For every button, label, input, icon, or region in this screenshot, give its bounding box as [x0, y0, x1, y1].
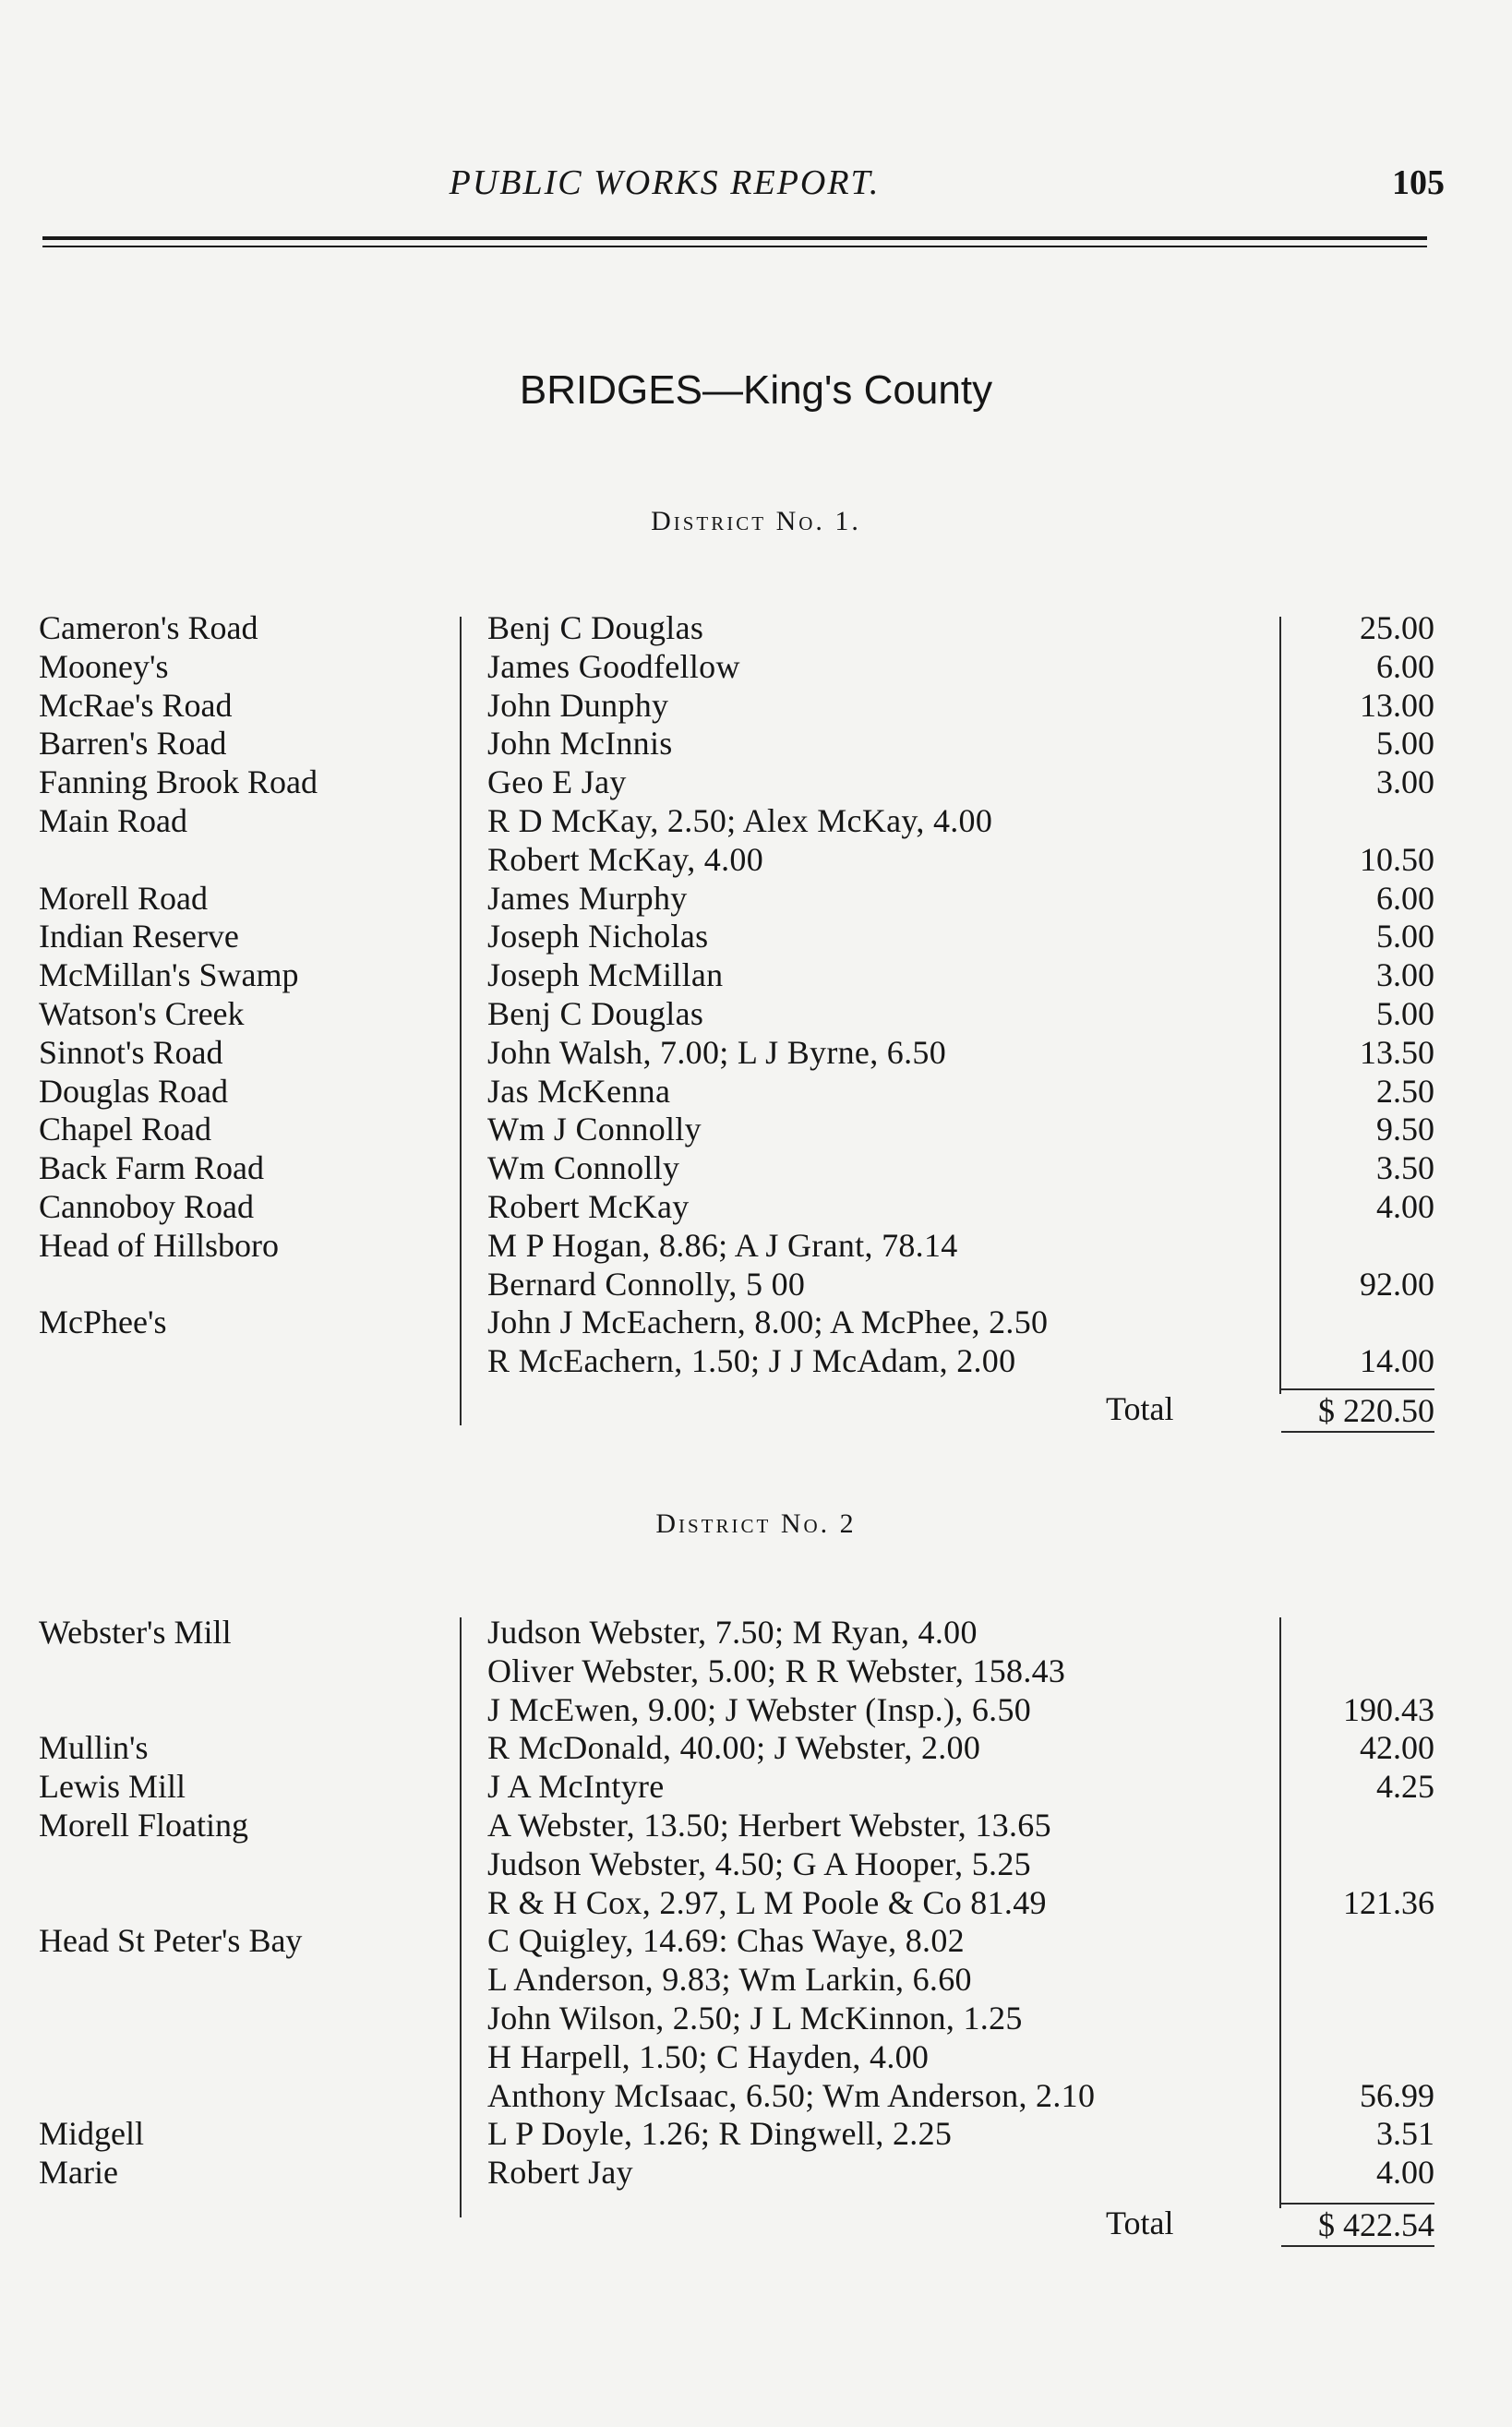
amount-cell: 14.00 [1360, 1342, 1434, 1380]
amount-cell: 5.00 [1376, 994, 1434, 1032]
amount-cell: 3.00 [1376, 956, 1434, 994]
road-name: Lewis Mill [39, 1768, 186, 1806]
amount-cell: 2.50 [1376, 1072, 1434, 1110]
table-row [0, 1961, 1512, 2000]
payee-entry: John J McEachern, 8.00; A McPhee, 2.50 [487, 1304, 1049, 1341]
page-number: 105 [1392, 163, 1445, 202]
road-name: Watson's Creek [39, 994, 245, 1032]
payee-entry: James Goodfellow [487, 647, 740, 685]
amount-cell: 4.25 [1376, 1768, 1434, 1806]
road-name: Indian Reserve [39, 918, 239, 955]
payee-entry: Joseph Nicholas [487, 918, 709, 955]
table-row [0, 763, 1512, 802]
table-row [0, 1034, 1512, 1073]
road-name: Fanning Brook Road [39, 763, 318, 801]
total-amount: $ 422.54 [1281, 2203, 1434, 2247]
payee-entry: R McEachern, 1.50; J J McAdam, 2.00 [487, 1342, 1016, 1380]
district-ledger [0, 609, 1512, 1381]
payee-entry: John Walsh, 7.00; L J Byrne, 6.50 [487, 1033, 946, 1071]
road-name: Morell Road [39, 879, 208, 917]
amount-cell: 190.43 [1343, 1690, 1434, 1728]
road-name: Douglas Road [39, 1072, 228, 1110]
road-name: Head St Peter's Bay [39, 1922, 303, 1960]
amount-cell: 9.50 [1376, 1111, 1434, 1148]
table-row [0, 1227, 1512, 1266]
payee-entry: Geo E Jay [487, 763, 627, 801]
table-row [0, 880, 1512, 919]
table-row [0, 2000, 1512, 2038]
road-name: Chapel Road [39, 1111, 211, 1148]
amount-cell: 13.00 [1360, 686, 1434, 724]
table-row [0, 1304, 1512, 1342]
table-row [0, 841, 1512, 880]
amount-cell: 13.50 [1360, 1033, 1434, 1071]
payee-entry: Benj C Douglas [487, 609, 704, 646]
payee-entry: Oliver Webster, 5.00; R R Webster, 158.43 [487, 1652, 1066, 1689]
table-row [0, 1807, 1512, 1845]
total-label: Total [1106, 1390, 1174, 1427]
payee-entry: A Webster, 13.50; Herbert Webster, 13.65 [487, 1806, 1051, 1844]
road-name: Sinnot's Road [39, 1033, 223, 1071]
payee-entry: Judson Webster, 7.50; M Ryan, 4.00 [487, 1614, 978, 1651]
amount-cell: 4.00 [1376, 1187, 1434, 1225]
payee-entry: L P Doyle, 1.26; R Dingwell, 2.25 [487, 2115, 953, 2153]
amount-cell: 6.00 [1376, 647, 1434, 685]
payee-entry: John Dunphy [487, 686, 669, 724]
amount-cell: 3.50 [1376, 1149, 1434, 1187]
road-name: McMillan's Swamp [39, 956, 299, 994]
road-name: Cannoboy Road [39, 1187, 254, 1225]
road-name: Main Road [39, 801, 187, 839]
district-heading: District No. 1. [651, 506, 861, 536]
road-name: Cameron's Road [39, 609, 258, 646]
amount-cell: 42.00 [1360, 1729, 1434, 1767]
payee-entry: R D McKay, 2.50; Alex McKay, 4.00 [487, 801, 993, 839]
table-row [0, 1188, 1512, 1227]
payee-entry: James Murphy [487, 879, 688, 917]
district-ledger [0, 1614, 1512, 2193]
amount-cell: 5.00 [1376, 725, 1434, 763]
table-row [0, 956, 1512, 995]
road-name: Webster's Mill [39, 1614, 232, 1651]
road-name: McRae's Road [39, 686, 233, 724]
payee-entry: Judson Webster, 4.50; G A Hooper, 5.25 [487, 1844, 1031, 1882]
payee-entry: Jas McKenna [487, 1072, 671, 1110]
payee-entry: J A McIntyre [487, 1768, 665, 1806]
payee-entry: John McInnis [487, 725, 673, 763]
payee-entry: L Anderson, 9.83; Wm Larkin, 6.60 [487, 1961, 972, 1999]
table-row [0, 2038, 1512, 2077]
table-row [0, 1768, 1512, 1807]
table-row [0, 1922, 1512, 1961]
payee-entry: Joseph McMillan [487, 956, 724, 994]
road-name: Marie [39, 2154, 118, 2192]
running-header-title: PUBLIC WORKS REPORT. [449, 163, 881, 202]
table-row [0, 1614, 1512, 1652]
amount-cell: 25.00 [1360, 609, 1434, 646]
payee-entry: Robert McKay, 4.00 [487, 840, 764, 878]
table-row [0, 725, 1512, 763]
payee-entry: R & H Cox, 2.97, L M Poole & Co 81.49 [487, 1883, 1047, 1921]
table-row [0, 1729, 1512, 1768]
table-row [0, 1845, 1512, 1884]
payee-entry: M P Hogan, 8.86; A J Grant, 78.14 [487, 1226, 958, 1264]
road-name: Midgell [39, 2115, 144, 2153]
table-row [0, 1149, 1512, 1188]
road-name: McPhee's [39, 1304, 167, 1341]
amount-cell: 3.00 [1376, 763, 1434, 801]
payee-entry: C Quigley, 14.69: Chas Waye, 8.02 [487, 1922, 965, 1960]
amount-cell: 92.00 [1360, 1265, 1434, 1303]
payee-entry: H Harpell, 1.50; C Hayden, 4.00 [487, 2037, 930, 2075]
table-row [0, 687, 1512, 726]
amount-cell: 3.51 [1376, 2115, 1434, 2153]
total-row [0, 1388, 1512, 1429]
payee-entry: J McEwen, 9.00; J Webster (Insp.), 6.50 [487, 1690, 1032, 1728]
table-row [0, 2115, 1512, 2154]
table-row [0, 918, 1512, 956]
header-rule-thin [42, 246, 1427, 247]
table-row [0, 648, 1512, 687]
road-name: Mooney's [39, 647, 169, 685]
road-name: Head of Hillsboro [39, 1226, 279, 1264]
table-row [0, 1691, 1512, 1730]
table-row [0, 1266, 1512, 1304]
road-name: Mullin's [39, 1729, 149, 1767]
payee-entry: Robert Jay [487, 2154, 633, 2192]
table-row [0, 2154, 1512, 2193]
table-row [0, 802, 1512, 841]
payee-entry: Anthony McIsaac, 6.50; Wm Anderson, 2.10 [487, 2076, 1096, 2114]
total-label: Total [1106, 2205, 1174, 2241]
header-rule-thick [42, 236, 1427, 240]
table-row [0, 995, 1512, 1034]
amount-cell: 121.36 [1343, 1883, 1434, 1921]
payee-entry: R McDonald, 40.00; J Webster, 2.00 [487, 1729, 981, 1767]
road-name: Morell Floating [39, 1806, 248, 1844]
table-row [0, 1073, 1512, 1111]
payee-entry: Wm Connolly [487, 1149, 680, 1187]
payee-entry: Robert McKay [487, 1187, 690, 1225]
total-row [0, 2203, 1512, 2243]
amount-cell: 5.00 [1376, 918, 1434, 955]
amount-cell: 10.50 [1360, 840, 1434, 878]
total-amount: $ 220.50 [1281, 1388, 1434, 1433]
payee-entry: John Wilson, 2.50; J L McKinnon, 1.25 [487, 1999, 1023, 2037]
road-name: Barren's Road [39, 725, 227, 763]
road-name: Back Farm Road [39, 1149, 264, 1187]
table-row [0, 2077, 1512, 2116]
payee-entry: Wm J Connolly [487, 1111, 702, 1148]
table-row [0, 609, 1512, 648]
amount-cell: 6.00 [1376, 879, 1434, 917]
district-heading: District No. 2 [655, 1508, 857, 1539]
payee-entry: Bernard Connolly, 5 00 [487, 1265, 806, 1303]
payee-entry: Benj C Douglas [487, 994, 704, 1032]
section-title: BRIDGES—King's County [519, 367, 993, 413]
table-row [0, 1652, 1512, 1691]
table-row [0, 1111, 1512, 1149]
amount-cell: 4.00 [1376, 2154, 1434, 2192]
table-row [0, 1342, 1512, 1381]
amount-cell: 56.99 [1360, 2076, 1434, 2114]
table-row [0, 1884, 1512, 1923]
